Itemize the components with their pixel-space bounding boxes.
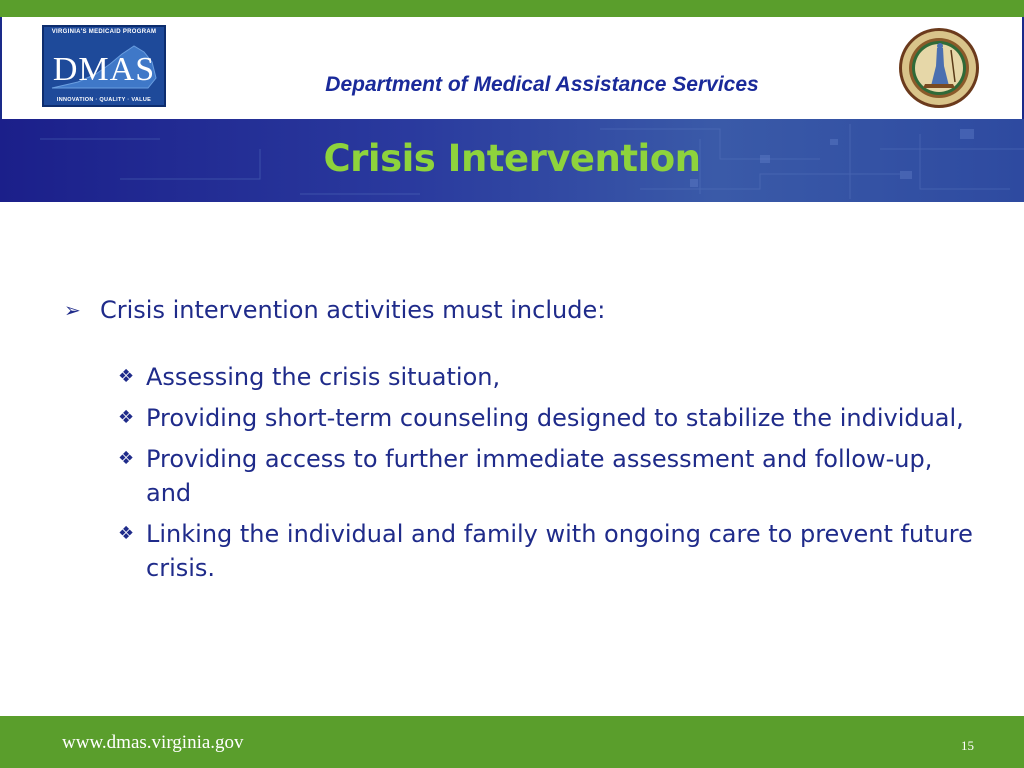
logo-top-text: VIRGINIA'S MEDICAID PROGRAM (51, 29, 157, 35)
main-bullet (64, 292, 984, 328)
department-name: Department of Medical Assistance Services (325, 73, 759, 96)
list-item-text: Assessing the crisis situation, (146, 363, 501, 391)
diamond-bullet-icon: ❖ (118, 407, 135, 428)
slide-header (0, 17, 1024, 119)
footer-url-link[interactable]: www.dmas.virginia.gov (62, 732, 244, 753)
logo-wordmark: DMAS (52, 51, 156, 88)
title-band (0, 119, 1024, 202)
sub-bullet-list (64, 360, 984, 585)
list-item (118, 442, 984, 510)
list-item (118, 517, 984, 585)
list-item (118, 360, 984, 394)
slide-title: Crisis Intervention (323, 137, 701, 180)
list-item-text: Linking the individual and family with ongoing care to prevent future crisis. (146, 520, 973, 582)
list-item-text: Providing short-term counseling designed to stabilize the individual, (146, 404, 964, 432)
list-item (118, 401, 984, 435)
top-green-stripe (0, 0, 1024, 17)
diamond-bullet-icon: ❖ (118, 523, 135, 544)
slide-body (64, 292, 984, 592)
diamond-bullet-icon: ❖ (118, 366, 135, 387)
dmas-logo (42, 25, 166, 107)
logo-bottom-text: INNOVATION · QUALITY · VALUE (56, 97, 152, 103)
main-bullet-text: Crisis intervention activities must include: (100, 296, 606, 324)
virginia-state-seal-icon (897, 26, 981, 110)
diamond-bullet-icon: ❖ (118, 448, 135, 469)
page-number: 15 (961, 738, 974, 753)
arrow-bullet-icon: ➢ (64, 298, 81, 322)
slide-footer (0, 716, 1024, 768)
list-item-text: Providing access to further immediate assessment and follow-up, and (146, 445, 933, 507)
